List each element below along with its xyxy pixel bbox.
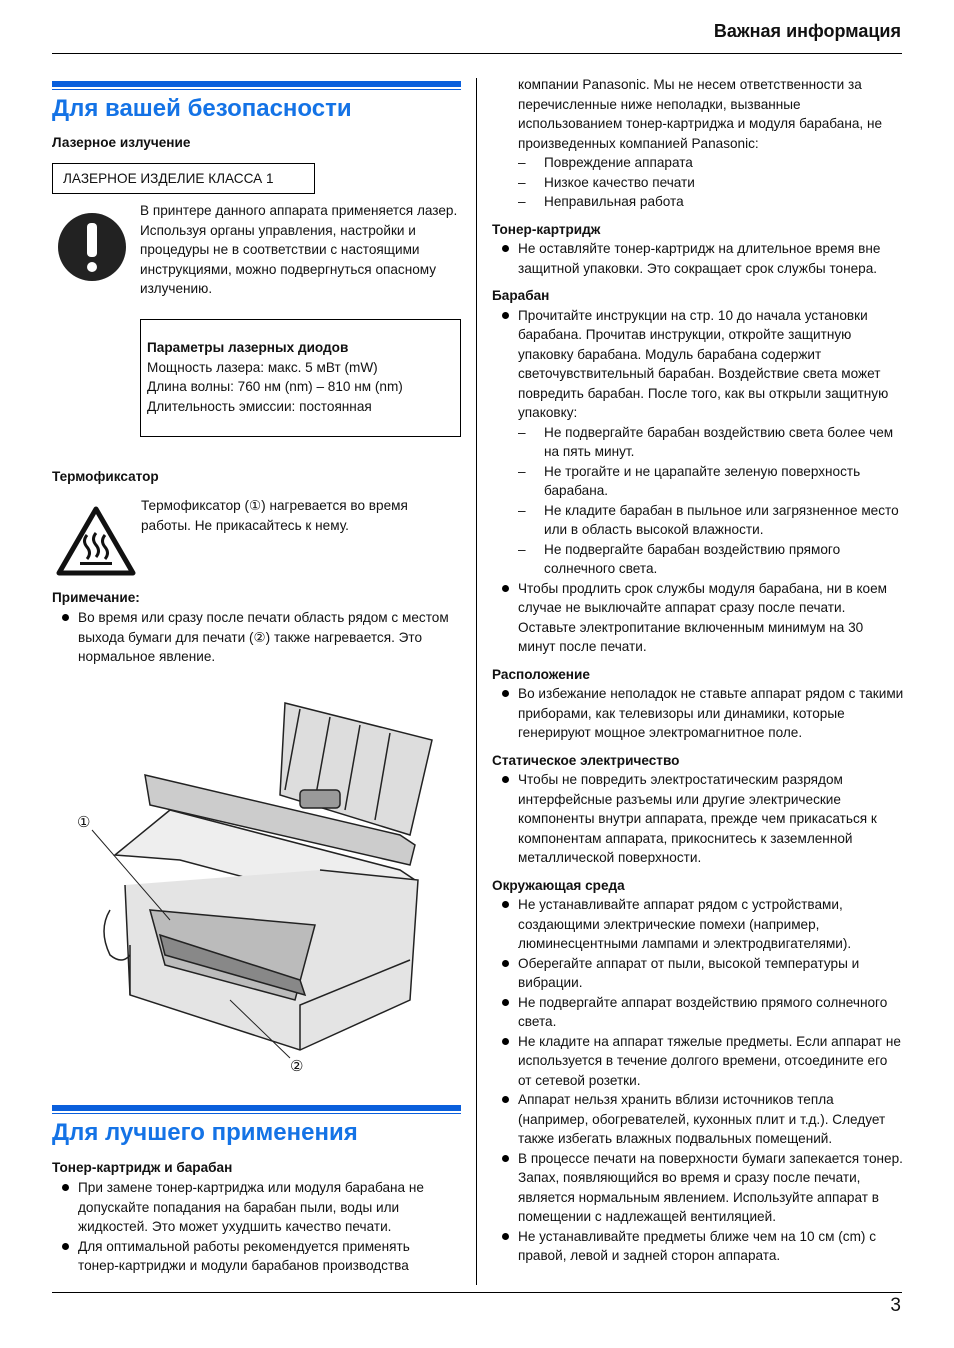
laser-warning-text: В принтере данного аппарата применяется лазер. Используя органы управления, настройки и процедуры не в соответствии с настоящими инструкциями, можно подвергнуться опасному излучению. — [140, 203, 458, 296]
dash-item: – Повреждение аппарата — [492, 153, 904, 173]
diode-line: Мощность лазера: макс. 5 мВт (mW) — [147, 359, 378, 375]
note-heading: Примечание: — [52, 590, 140, 605]
static-heading: Статическое электричество — [492, 752, 680, 768]
static-list — [492, 770, 904, 868]
page-number: 3 — [890, 1295, 901, 1316]
diode-box-title: Параметры лазерных диодов — [147, 340, 349, 355]
drum-list — [492, 306, 904, 657]
toner-drum-item: При замене тонер-картриджа или модуля барабана не допускайте попадания на барабан пыли, воды или жидкостей. Это может ухудшить качество печати. — [52, 1178, 452, 1237]
footer-rule — [52, 1292, 902, 1293]
drum-dash-item: – Не кладите барабан в пыльное или загрязненное место или в область высокой влажности. — [492, 501, 904, 540]
right-column — [492, 75, 904, 1266]
location-list — [492, 684, 904, 743]
env-item: Не кладите на аппарат тяжелые предметы. Если аппарат не используется в течение долгого времени, отсоедините его от сетевой розетки. — [492, 1032, 904, 1091]
toner-drum-list — [52, 1178, 452, 1276]
drum-heading: Барабан — [492, 288, 550, 303]
toner-list — [492, 239, 904, 278]
laser-heading: Лазерное излучение — [52, 135, 191, 150]
env-item: В процессе печати на поверхности бумаги запекается тонер. Запах, появляющийся во время и сразу после печати, является нормальным явлением. Используйте аппарат в помещении с надлежащей вентиляцией. — [492, 1149, 904, 1227]
page-header-title: Важная информация — [713, 21, 901, 41]
callout-2: ② — [290, 1058, 304, 1075]
toner-drum-heading: Тонер-картридж и барабан — [52, 1160, 233, 1175]
callout-1: ① — [77, 814, 91, 831]
toner-drum-item: Для оптимальной работы рекомендуется применять тонер-картриджи и модули барабанов производства — [52, 1237, 452, 1276]
drum-dash-item: – Не подвергайте барабан воздействию прямого солнечного света. — [492, 540, 904, 579]
continued-dash-list — [492, 153, 904, 212]
dash-item: – Низкое качество печати — [492, 173, 904, 193]
dash-item: – Неправильная работа — [492, 192, 904, 212]
fuser-text: Термофиксатор (①) нагревается во время работы. Не прикасайтесь к нему. — [141, 498, 408, 533]
diode-line: Длительность эмиссии: постоянная — [147, 398, 372, 414]
section-bar — [52, 1105, 461, 1111]
env-item: Оберегайте аппарат от пыли, высокой температуры и вибрации. — [492, 954, 904, 993]
environment-list — [492, 895, 904, 1266]
location-item: Во избежание неполадок не ставьте аппарат рядом с такими приборами, как телевизоры или динамики, которые генерируют мощное электромагнитное поле. — [492, 684, 904, 743]
diode-line: Длина волны: 760 нм (nm) – 810 нм (nm) — [147, 379, 403, 394]
section-bar-thin — [52, 1113, 461, 1114]
note-item: Во время или сразу после печати область рядом с местом выхода бумаги для печати (②) также нагревается. Это нормальное явление. — [52, 608, 464, 667]
toner-item: Не оставляйте тонер-картридж на длительное время вне защитной упаковки. Это сокращает срок службы тонера. — [492, 239, 904, 278]
continued-text: компании Panasonic. Мы не несем ответственности за перечисленные ниже неполадки, вызванные использованием тонер-картриджа и модуля барабана, не произведенных компанией Panasonic: — [518, 77, 883, 151]
static-item: Чтобы не повредить электростатическим разрядом интерфейсные разъемы или другие электрические компоненты внутри аппарата, прежде чем прикасаться к компонентам аппарата, прикоснитесь к заземленной металлической поверхности. — [492, 770, 904, 868]
drum-item: Чтобы продлить срок службы модуля барабана, ни в коем случае не выключайте аппарат сразу после печати. Оставьте электропитание включенным минимум на 30 минут после печати. — [492, 579, 904, 657]
env-item: Не подвергайте аппарат воздействию прямого солнечного света. — [492, 993, 904, 1032]
section-title-best: Для лучшего применения — [52, 1119, 358, 1146]
toner-heading: Тонер-картридж — [492, 221, 601, 237]
env-item: Не устанавливайте предметы ближе чем на 10 см (cm) с правой, левой и задней сторон аппарата. — [492, 1227, 904, 1266]
laser-class-box: ЛАЗЕРНОЕ ИЗДЕЛИЕ КЛАССА 1 — [52, 163, 315, 194]
fuser-heading: Термофиксатор — [52, 469, 159, 484]
env-item: Аппарат нельзя хранить вблизи источников тепла (например, обогревателей, кухонных плит и т.д.). Следует также избегать влажных подвальных помещений. — [492, 1090, 904, 1149]
location-heading: Расположение — [492, 666, 590, 682]
section-title-safety: Для вашей безопасности — [52, 95, 352, 122]
environment-heading: Окружающая среда — [492, 877, 625, 893]
drum-item: Прочитайте инструкции на стр. 10 до начала установки барабана. Прочитав инструкции, откройте защитную упаковку барабана. Модуль барабана содержит светочувствительный барабан. Воздействие света может повредить барабан. После того, как вы открыли защитную упаковку: — [492, 306, 904, 423]
drum-dash-item: – Не трогайте и не царапайте зеленую поверхность барабана. — [492, 462, 904, 501]
env-item: Не устанавливайте аппарат рядом с устройствами, создающими электрические помехи (например, люминесцентными лампами и электродвигателями). — [492, 895, 904, 954]
drum-dash-item: – Не подвергайте барабан воздействию света более чем на пять минут. — [492, 423, 904, 462]
